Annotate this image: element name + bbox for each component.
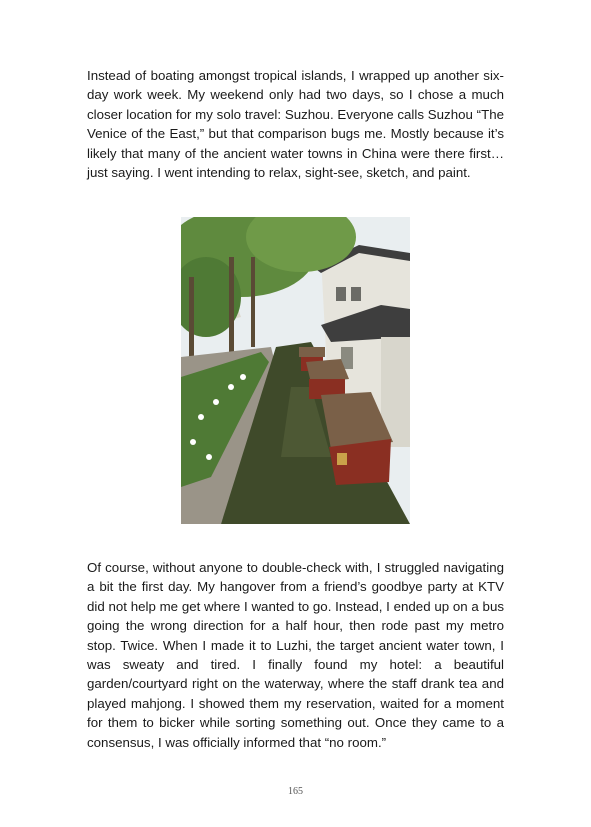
flower bbox=[198, 414, 204, 420]
window bbox=[351, 287, 361, 301]
flower bbox=[240, 374, 246, 380]
canal-photo-illustration bbox=[181, 217, 410, 524]
boat-middle bbox=[306, 359, 349, 399]
window bbox=[336, 287, 346, 301]
paragraph-luzhi: Of course, without anyone to double-check with, I struggled navigating a bit the first day. My hangover from a friend’s goodbye party at KTV did not help me get where I wanted to go. Instead, I ended up on a bus going the wrong direction for a half hour, then rode past my metro stop. Twice. When I made it to Luzhi, the target ancient water town, I was sweaty and tired. I finally found my hotel: a beautiful garden/courtyard right on the waterway, where the staff drank tea and played mahjong. I showed them my reservation, waited for a moment for them to bicker while sorting something out. Once they came to a consensus, I was officially informed that “no room.” bbox=[87, 560, 504, 750]
tree-trunk bbox=[251, 257, 255, 347]
flower bbox=[190, 439, 196, 445]
tree-trunk bbox=[229, 257, 234, 357]
canal-photo bbox=[181, 217, 410, 524]
flower bbox=[206, 454, 212, 460]
paragraph-intro: Instead of boating amongst tropical islands, I wrapped up another six-day work week. My weekend only had two days, so I chose a much closer location for my solo travel: Suzhou. Everyone calls Suzhou “The Venice of the East,” but that comparison bugs me. Mostly because it’s likely that many of the ancient water towns in China were there first… just saying. I went intending to relax, sight-see, sketch, and paint. bbox=[87, 68, 504, 181]
page-number: 165 bbox=[288, 786, 303, 797]
flower bbox=[228, 384, 234, 390]
flower bbox=[213, 399, 219, 405]
